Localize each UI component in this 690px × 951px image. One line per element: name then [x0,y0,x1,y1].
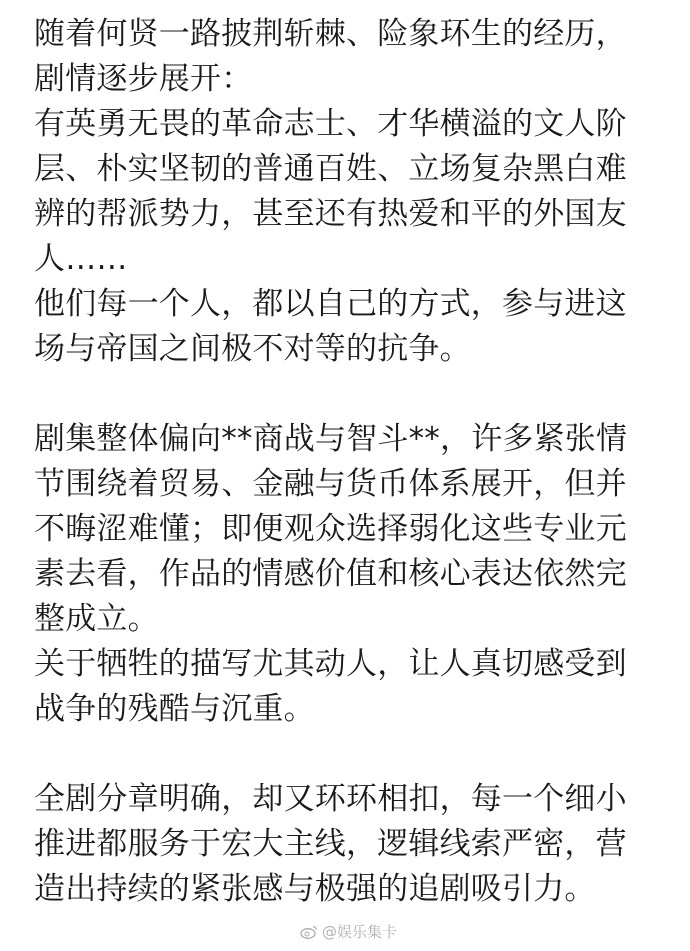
text-line: 有英勇无畏的革命志士、才华横溢的文人阶 [34,106,627,142]
weibo-logo-icon [300,925,318,939]
text-line: 人…… [34,241,128,277]
text-line: 战争的残酷与沉重。 [34,691,315,727]
text-line: 素去看，作品的情感价值和核心表达依然完 [34,556,627,592]
text-line: 推进都服务于宏大主线，逻辑线索严密，营 [34,826,627,862]
text-line: 剧情逐步展开： [34,61,253,97]
text-line: 层、朴实坚韧的普通百姓、立场复杂黑白难 [34,151,627,187]
paragraph-gap [34,732,676,777]
text-line: 关于牺牲的描写尤其动人，让人真切感受到 [34,646,627,682]
paragraph-gap [34,372,676,417]
watermark-text: @娱乐集卡 [322,923,398,941]
watermark [300,922,397,942]
text-line: 整成立。 [34,601,159,637]
text-line: 全剧分章明确，却又环环相扣，每一个细小 [34,781,627,817]
text-line: 造出持续的紧张感与极强的追剧吸引力。 [34,871,596,907]
text-line: 不晦涩难懂；即便观众选择弱化这些专业元 [34,511,627,547]
text-line: 辨的帮派势力，甚至还有热爱和平的外国友 [34,196,627,232]
text-line: 他们每一个人，都以自己的方式，参与进这 [34,286,627,322]
text-line: 剧集整体偏向**商战与智斗**，许多紧张情 [34,421,628,457]
text-line: 随着何贤一路披荆斩棘、险象环生的经历， [34,16,627,52]
text-line: 场与帝国之间极不对等的抗争。 [34,331,471,367]
text-line: 节围绕着贸易、金融与货币体系展开，但并 [34,466,627,502]
